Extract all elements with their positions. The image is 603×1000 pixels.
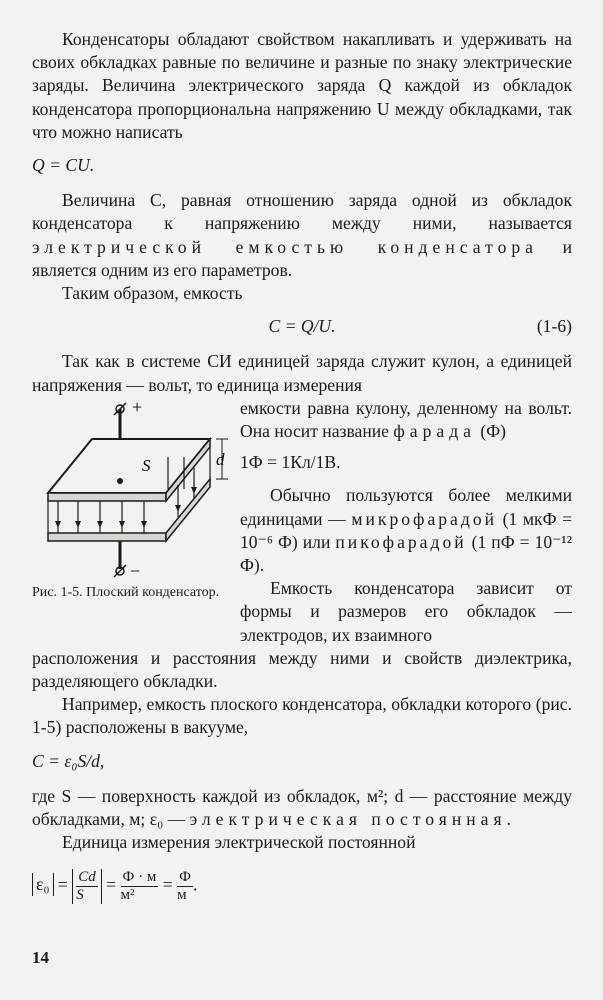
term-picofarad: пикофарадой	[335, 531, 467, 552]
fraction-2-denominator: м²	[120, 886, 135, 903]
side-text	[240, 397, 572, 647]
side-2-part-a: Обычно пользуются более мелкими единицами —	[240, 485, 572, 529]
term-electric-constant: электрическая постоянная.	[189, 809, 516, 830]
plus-label: +	[132, 396, 143, 417]
paragraph-7-part-a: где S — поверхность каждой из обкладок, м²; d — расстояние между обкладками, м; ε₀ —	[32, 785, 572, 830]
page-number: 14	[32, 948, 49, 967]
paragraph-5: расположения и расстояния между ними и свойств диэлектрика, разделяющего обкладки.	[32, 647, 572, 692]
side-1-part-c: (Ф)	[480, 421, 507, 442]
term-capacitance: электрической емкостью конденсатора	[32, 236, 538, 257]
fraction-3-denominator: м	[177, 886, 187, 903]
minus-label: −	[130, 560, 141, 581]
equation-q-cu	[32, 154, 572, 177]
side-2-part-e: (1 пФ = 10⁻¹² Ф).	[240, 531, 572, 576]
paragraph-1: Конденсаторы обладают свойством накапливать и удерживать на своих обкладках равные по величине и разные по знаку электрические заряды. Величина электрического заряда Q каждой из обкладок конденсатора пропорциональна напряжению U между обкладками, так что можно написать	[32, 29, 572, 142]
side-2-part-c: (1 мкФ = 10⁻⁶ Ф) или	[240, 508, 572, 552]
figure-row	[32, 397, 572, 647]
term-farad: фарада	[393, 421, 476, 442]
fraction-2-numerator: Ф · м	[122, 868, 157, 885]
side-paragraph-1	[240, 397, 572, 443]
equation-farad: 1Ф = 1Кл/1В.	[240, 452, 341, 473]
side-paragraph-3: Емкость конденсатора зависит от формы и размеров его обкладок — электродов, их взаимного	[240, 578, 572, 645]
fraction-cd-s	[76, 869, 98, 904]
area-label: S	[142, 455, 151, 475]
side-1-part-a: емкости равна кулону, деленному на вольт. Она носит название	[240, 397, 572, 442]
top-plate-edge	[48, 493, 166, 501]
top-contact-dot	[117, 478, 123, 484]
figure-caption: Рис. 1-5. Плоский конденсатор.	[32, 584, 220, 600]
distance-label: d	[216, 449, 225, 469]
equation-flat-capacitor	[32, 750, 572, 773]
paragraph-2-part-a: Величина C, равная отношению заряда одной из обкладок конденсатора к напряжению между ними, называется	[32, 190, 572, 234]
page-body	[32, 28, 572, 904]
fraction-3-numerator: Ф	[179, 868, 191, 885]
equation-c-q-u-text: C = Q/U.	[268, 316, 336, 337]
paragraph-6: Например, емкость плоского конденсатора, обкладки которого (рис. 1-5) расположены в вакууме,	[32, 694, 572, 738]
figure-1-5	[32, 397, 232, 647]
side-paragraph-2	[240, 484, 572, 577]
fraction-1-denominator: S	[76, 886, 84, 903]
equation-units: ε₀ = $\frac{Cd}{S}$ = $\frac{Ф \cdot м}{\text{м²}}$ = $\frac{Ф}{м}$ .	[32, 869, 572, 904]
fraction-fm-m2	[121, 869, 159, 904]
top-plate	[48, 439, 210, 493]
fraction-1-numerator: Cd	[78, 868, 96, 885]
equation-c-q-u	[32, 315, 572, 338]
capacitor-diagram	[32, 397, 232, 582]
term-microfarad: микрофарадой	[351, 508, 498, 529]
bottom-plate-edge	[48, 533, 166, 541]
equation-number: (1-6)	[536, 316, 572, 337]
abs-fraction	[72, 869, 102, 904]
abs-epsilon	[32, 873, 54, 896]
paragraph-2	[32, 189, 572, 282]
paragraph-8: Единица измерения электрической постоянной	[62, 832, 416, 853]
fraction-f-m	[177, 869, 193, 904]
paragraph-2-part-c: и является одним из его параметров.	[32, 236, 572, 280]
paragraph-7	[32, 785, 572, 831]
equation-flat-capacitor-text: C = ε₀S/d,	[32, 750, 105, 771]
paragraph-3: Таким образом, емкость	[62, 283, 243, 304]
equation-q-cu-text: Q = CU.	[32, 155, 95, 176]
epsilon-symbol: ε₀	[36, 874, 50, 895]
paragraph-4: Так как в системе СИ единицей заряда служит кулон, а единицей напряжения — вольт, то единица измерения	[32, 351, 572, 395]
